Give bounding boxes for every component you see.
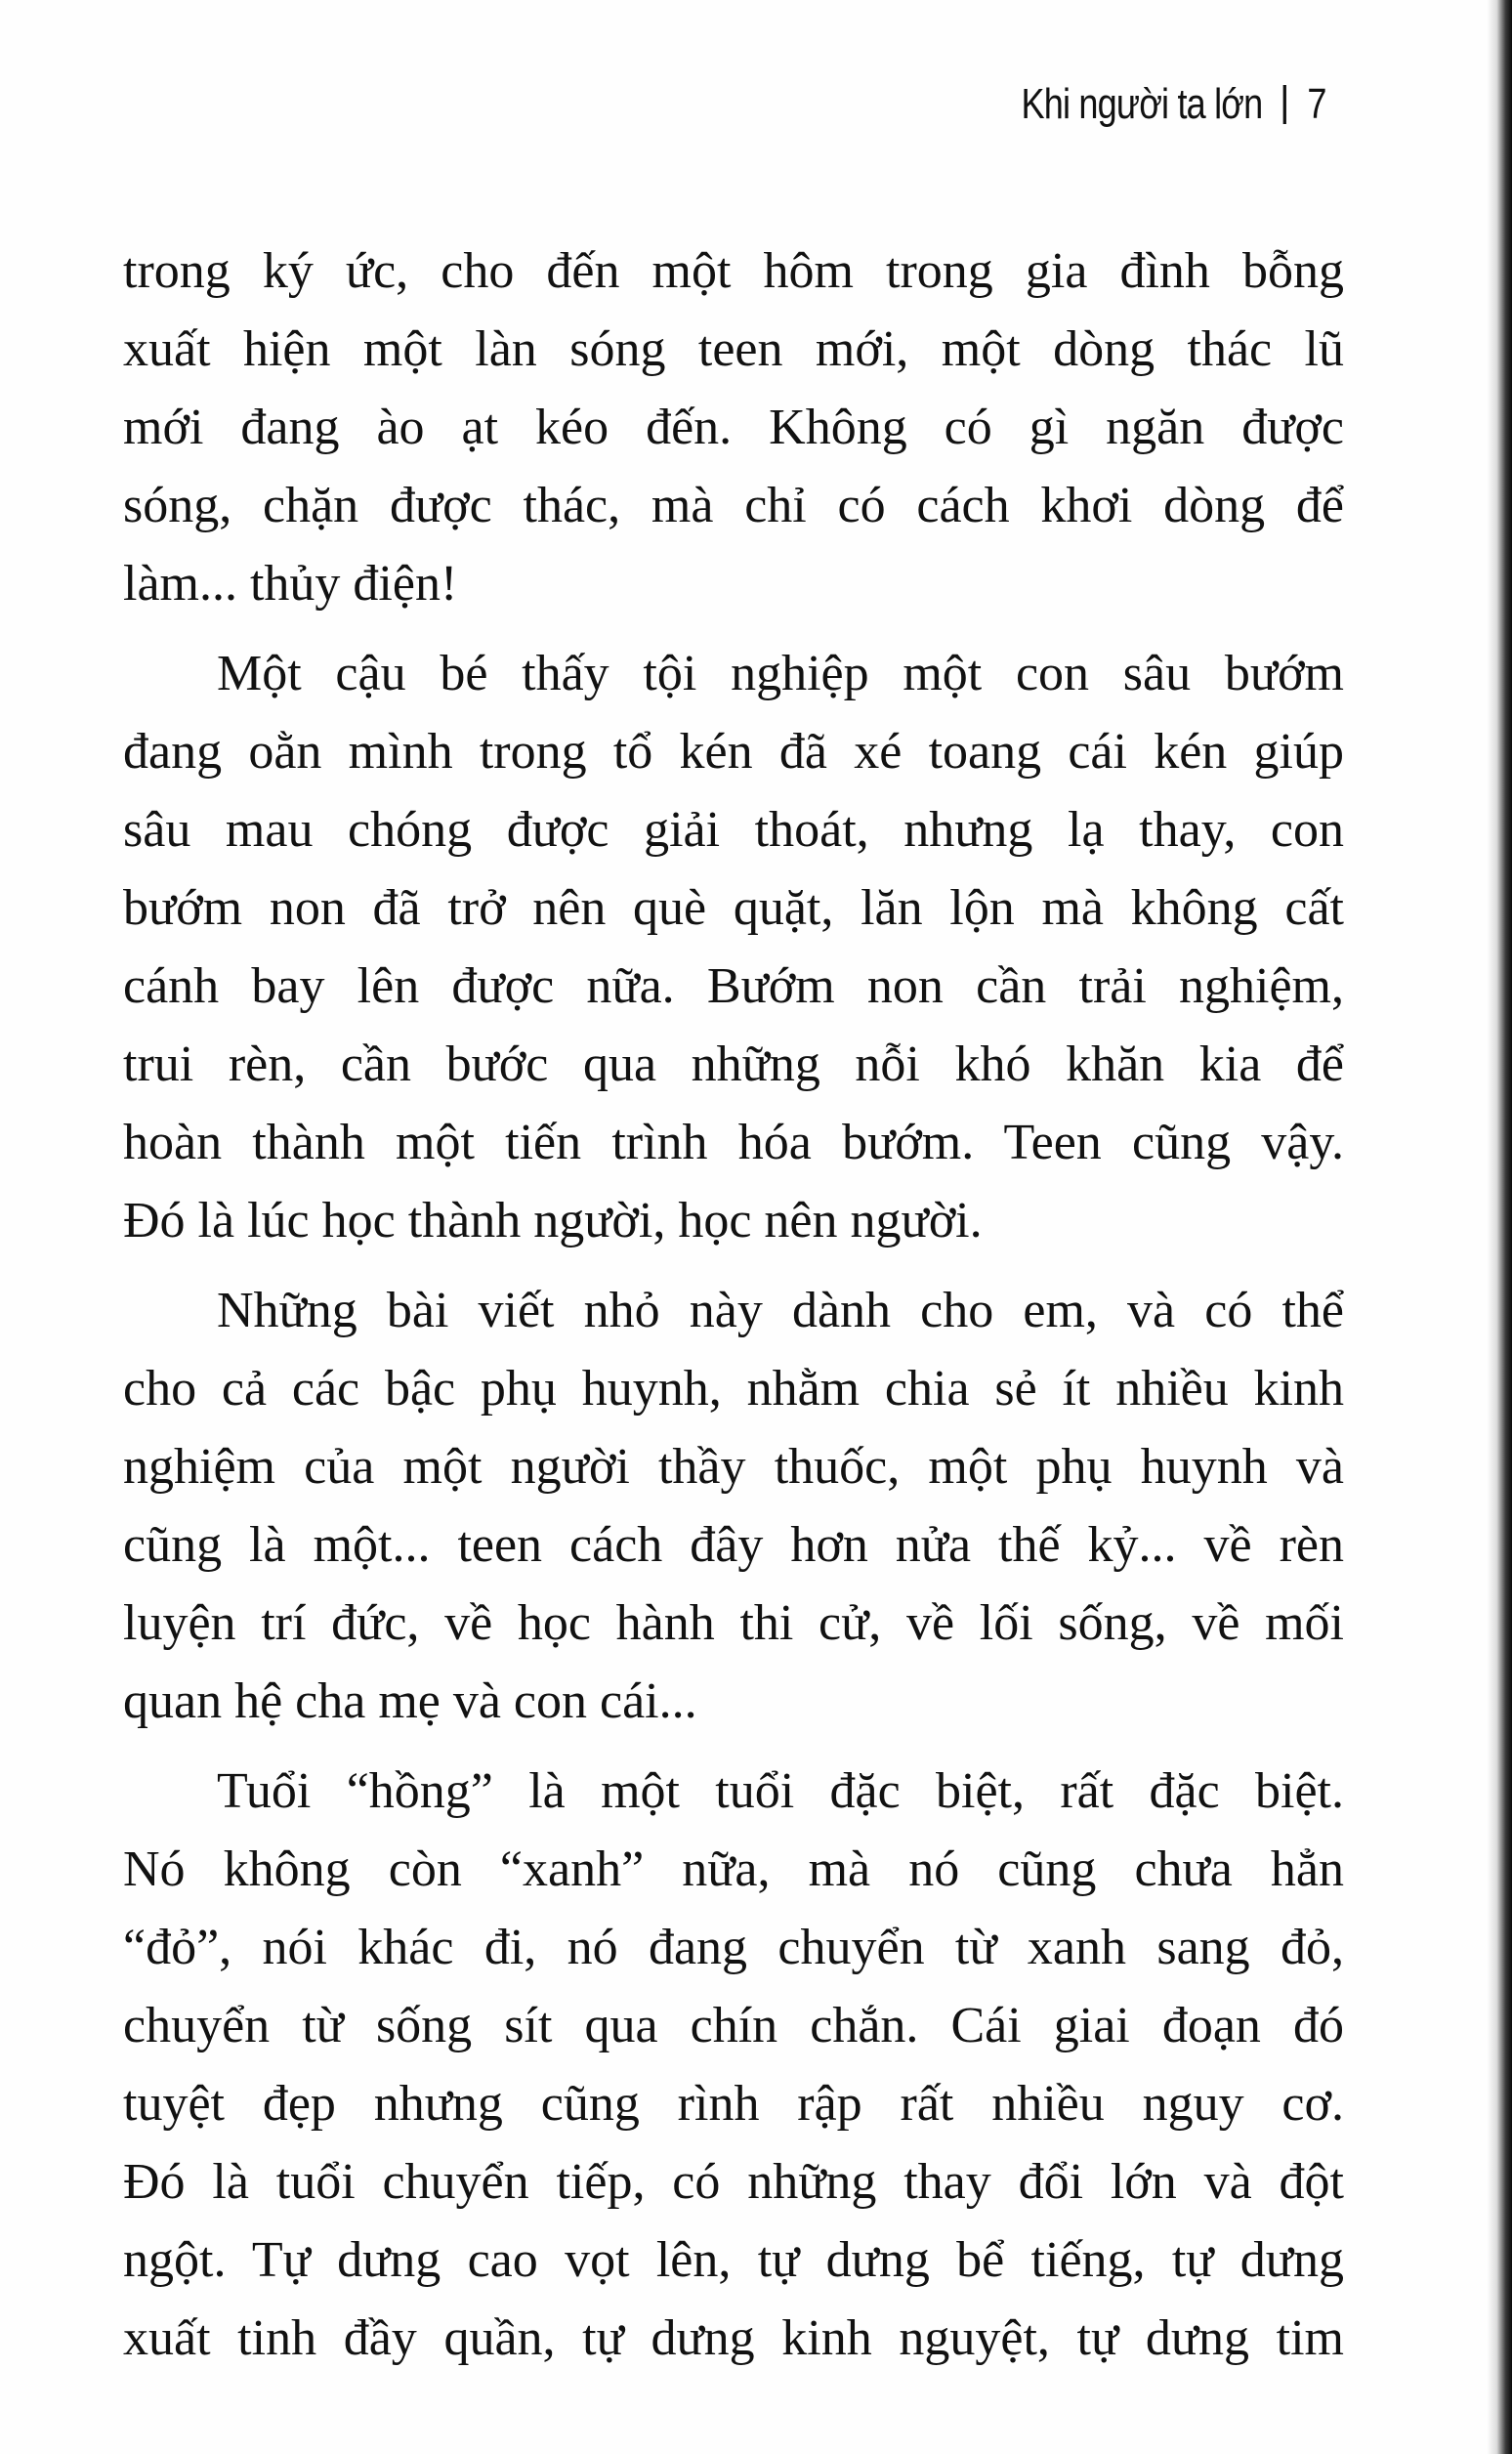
text-line: Tuổi “hồng” là một tuổi đặc biệt, rất đặc biệt. bbox=[217, 1763, 1344, 1819]
page-edge-shadow bbox=[1487, 0, 1512, 2454]
book-title: Khi người ta lớn bbox=[1021, 80, 1263, 128]
text-line: xuất tinh đầy quần, tự dưng kinh nguyệt, tự dưng tim bbox=[123, 2310, 1344, 2366]
text-line: sâu mau chóng được giải thoát, nhưng lạ thay, con bbox=[123, 802, 1344, 858]
header-separator bbox=[1283, 85, 1286, 124]
text-line: cho cả các bậc phụ huynh, nhằm chia sẻ ít nhiều kinh bbox=[123, 1361, 1344, 1417]
text-line: ngột. Tự dưng cao vọt lên, tự dưng bể tiếng, tự dưng bbox=[123, 2232, 1344, 2288]
text-line: Đó là tuổi chuyển tiếp, có những thay đổi lớn và đột bbox=[123, 2154, 1344, 2210]
text-line: hoàn thành một tiến trình hóa bướm. Teen cũng vậy. bbox=[123, 1115, 1344, 1170]
text-line: cánh bay lên được nữa. Bướm non cần trải nghiệm, bbox=[123, 958, 1344, 1014]
paragraph bbox=[123, 233, 1344, 623]
paragraph bbox=[123, 1753, 1344, 2378]
page-number: 7 bbox=[1307, 80, 1326, 128]
text-line: tuyệt đẹp nhưng cũng rình rập rất nhiều nguy cơ. bbox=[123, 2076, 1344, 2132]
text-line: “đỏ”, nói khác đi, nó đang chuyển từ xanh sang đỏ, bbox=[123, 1920, 1344, 1975]
text-line: Đó là lúc học thành người, học nên người. bbox=[123, 1193, 983, 1248]
text-line: đang oằn mình trong tổ kén đã xé toang cái kén giúp bbox=[123, 724, 1344, 780]
text-line: bướm non đã trở nên què quặt, lăn lộn mà không cất bbox=[123, 880, 1344, 936]
running-header bbox=[1022, 80, 1326, 129]
text-line: cũng là một... teen cách đây hơn nửa thế kỷ... về rèn bbox=[123, 1517, 1344, 1573]
text-line: xuất hiện một làn sóng teen mới, một dòng thác lũ bbox=[123, 321, 1344, 377]
text-line: nghiệm của một người thầy thuốc, một phụ huynh và bbox=[123, 1439, 1344, 1495]
text-line: Nó không còn “xanh” nữa, mà nó cũng chưa hẳn bbox=[123, 1841, 1344, 1897]
text-line: trui rèn, cần bước qua những nỗi khó khăn kia để bbox=[123, 1037, 1344, 1092]
text-line: trong ký ức, cho đến một hôm trong gia đình bỗng bbox=[123, 243, 1344, 299]
text-line: Một cậu bé thấy tội nghiệp một con sâu bướm bbox=[217, 646, 1344, 701]
text-line: chuyển từ sống sít qua chín chắn. Cái giai đoạn đó bbox=[123, 1998, 1344, 2053]
body-text bbox=[123, 233, 1344, 2378]
text-line: Những bài viết nhỏ này dành cho em, và có thể bbox=[217, 1283, 1344, 1338]
text-line: làm... thủy điện! bbox=[123, 556, 458, 612]
text-line: luyện trí đức, về học hành thi cử, về lối sống, về mối bbox=[123, 1595, 1344, 1651]
text-line: quan hệ cha mẹ và con cái... bbox=[123, 1673, 697, 1729]
text-line: mới đang ào ạt kéo đến. Không có gì ngăn được bbox=[123, 400, 1344, 455]
paragraph bbox=[123, 635, 1344, 1260]
paragraph bbox=[123, 1272, 1344, 1741]
text-line: sóng, chặn được thác, mà chỉ có cách khơi dòng để bbox=[123, 478, 1344, 533]
